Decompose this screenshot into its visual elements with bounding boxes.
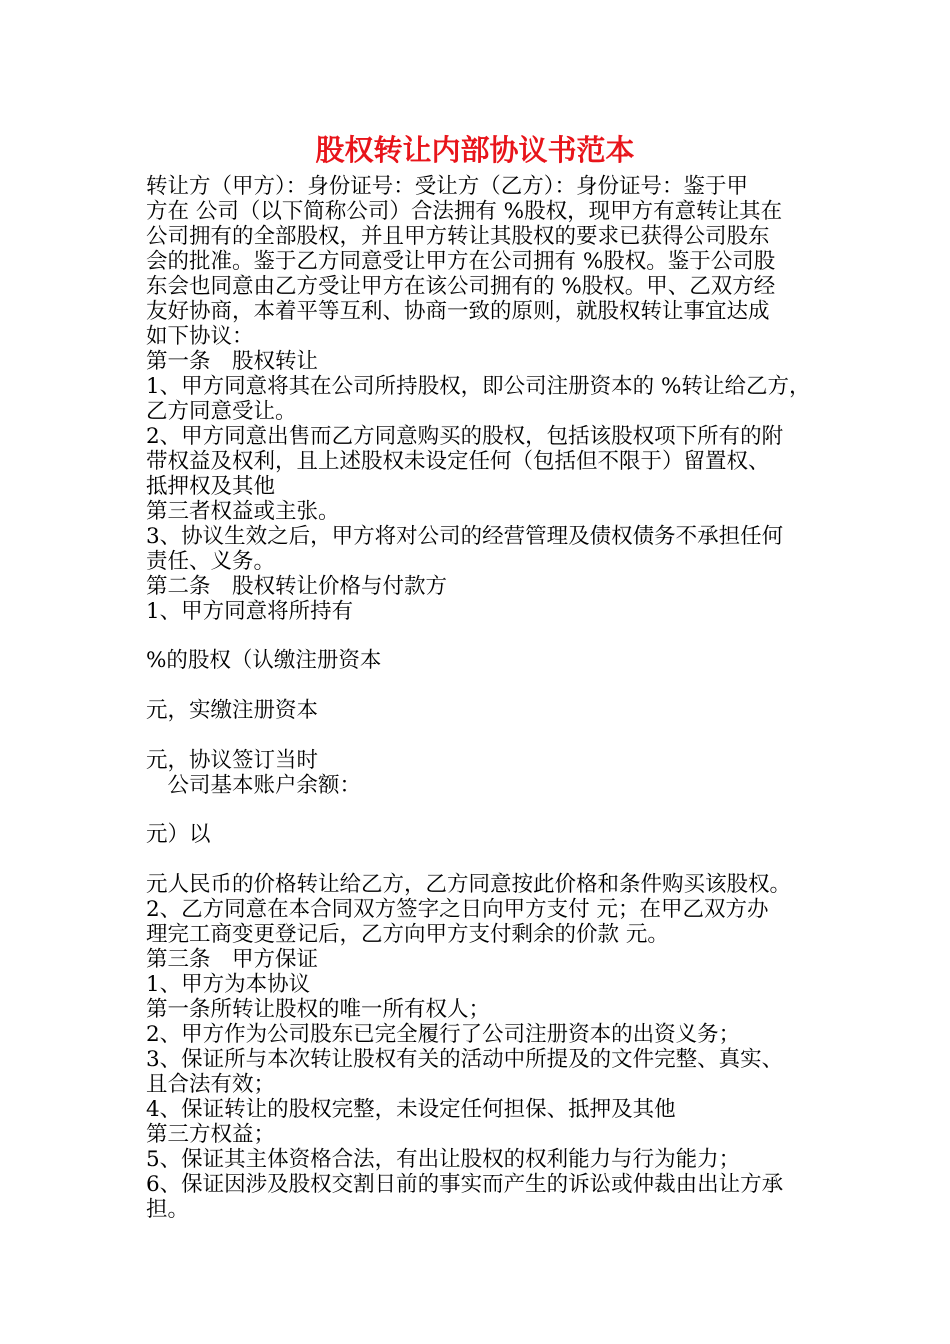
clause-line: 元，协议签订当时 <box>146 748 319 773</box>
clause-line: 2、乙方同意在本合同双方签字之日向甲方支付 元；在甲乙双方办 <box>146 897 769 922</box>
clause-line: 且合法有效； <box>146 1072 276 1097</box>
document-title: 股权转让内部协议书范本 <box>315 133 635 167</box>
paragraph-line: 方在 公司（以下简称公司）合法拥有 %股权，现甲方有意转让其在 <box>146 199 783 224</box>
clause-line: 2、甲方作为公司股东已完全履行了公司注册资本的出资义务； <box>146 1022 741 1047</box>
paragraph-line: 友好协商，本着平等互利、协商一致的原则，就股权转让事宜达成 <box>146 299 770 324</box>
clause-line: 理完工商变更登记后，乙方向甲方支付剩余的价款 元。 <box>146 922 669 947</box>
clause-line: 4、保证转让的股权完整，未设定任何担保、抵押及其他 <box>146 1097 676 1122</box>
clause-line: 元）以 <box>146 822 211 847</box>
clause-line: 5、保证其主体资格合法，有出让股权的权利能力与行为能力； <box>146 1147 741 1172</box>
clause-line: 元，实缴注册资本 <box>146 698 319 723</box>
clause-line: 第三方权益； <box>146 1122 276 1147</box>
section-heading: 第二条 股权转让价格与付款方 <box>146 574 448 599</box>
paragraph-line: 会的批准。鉴于乙方同意受让甲方在公司拥有 %股权。鉴于公司股 <box>146 249 776 274</box>
paragraph-line: 公司拥有的全部股权，并且甲方转让其股权的要求已获得公司股东 <box>146 224 770 249</box>
paragraph-line: 如下协议： <box>146 324 254 349</box>
clause-line: 1、甲方同意将所持有 <box>146 599 354 624</box>
clause-line: 第三者权益或主张。 <box>146 499 340 524</box>
paragraph-line: 东会也同意由乙方受让甲方在该公司拥有的 %股权。甲、乙双方经 <box>146 274 776 299</box>
clause-line: 2、甲方同意出售而乙方同意购买的股权，包括该股权项下所有的附 <box>146 424 784 449</box>
clause-line: 元人民币的价格转让给乙方，乙方同意按此价格和条件购买该股权。 <box>146 872 792 897</box>
clause-line: 3、协议生效之后，甲方将对公司的经营管理及债权债务不承担任何 <box>146 524 784 549</box>
paragraph-line: 转让方（甲方）：身份证号：受让方（乙方）：身份证号：鉴于甲 <box>146 174 749 199</box>
clause-line: 6、保证因涉及股权交割日前的事实而产生的诉讼或仲裁由出让方承 <box>146 1172 784 1197</box>
clause-line: 3、保证所与本次转让股权有关的活动中所提及的文件完整、真实、 <box>146 1047 784 1072</box>
clause-line: 公司基本账户余额： <box>146 773 362 798</box>
clause-line: 带权益及权利，且上述股权未设定任何（包括但不限于）留置权、 <box>146 449 770 474</box>
clause-line: 责任、义务。 <box>146 549 276 574</box>
clause-line: 1、甲方同意将其在公司所持股权，即公司注册资本的 %转让给乙方， <box>146 374 811 399</box>
clause-line: 1、甲方为本协议 <box>146 972 311 997</box>
section-heading: 第一条 股权转让 <box>146 349 319 374</box>
section-heading: 第三条 甲方保证 <box>146 947 319 972</box>
clause-line: 抵押权及其他 <box>146 474 276 499</box>
clause-line: 担。 <box>146 1197 190 1222</box>
clause-line: 第一条所转让股权的唯一所有权人； <box>146 997 491 1022</box>
clause-line: %的股权（认缴注册资本 <box>146 648 382 673</box>
clause-line: 乙方同意受让。 <box>146 399 297 424</box>
